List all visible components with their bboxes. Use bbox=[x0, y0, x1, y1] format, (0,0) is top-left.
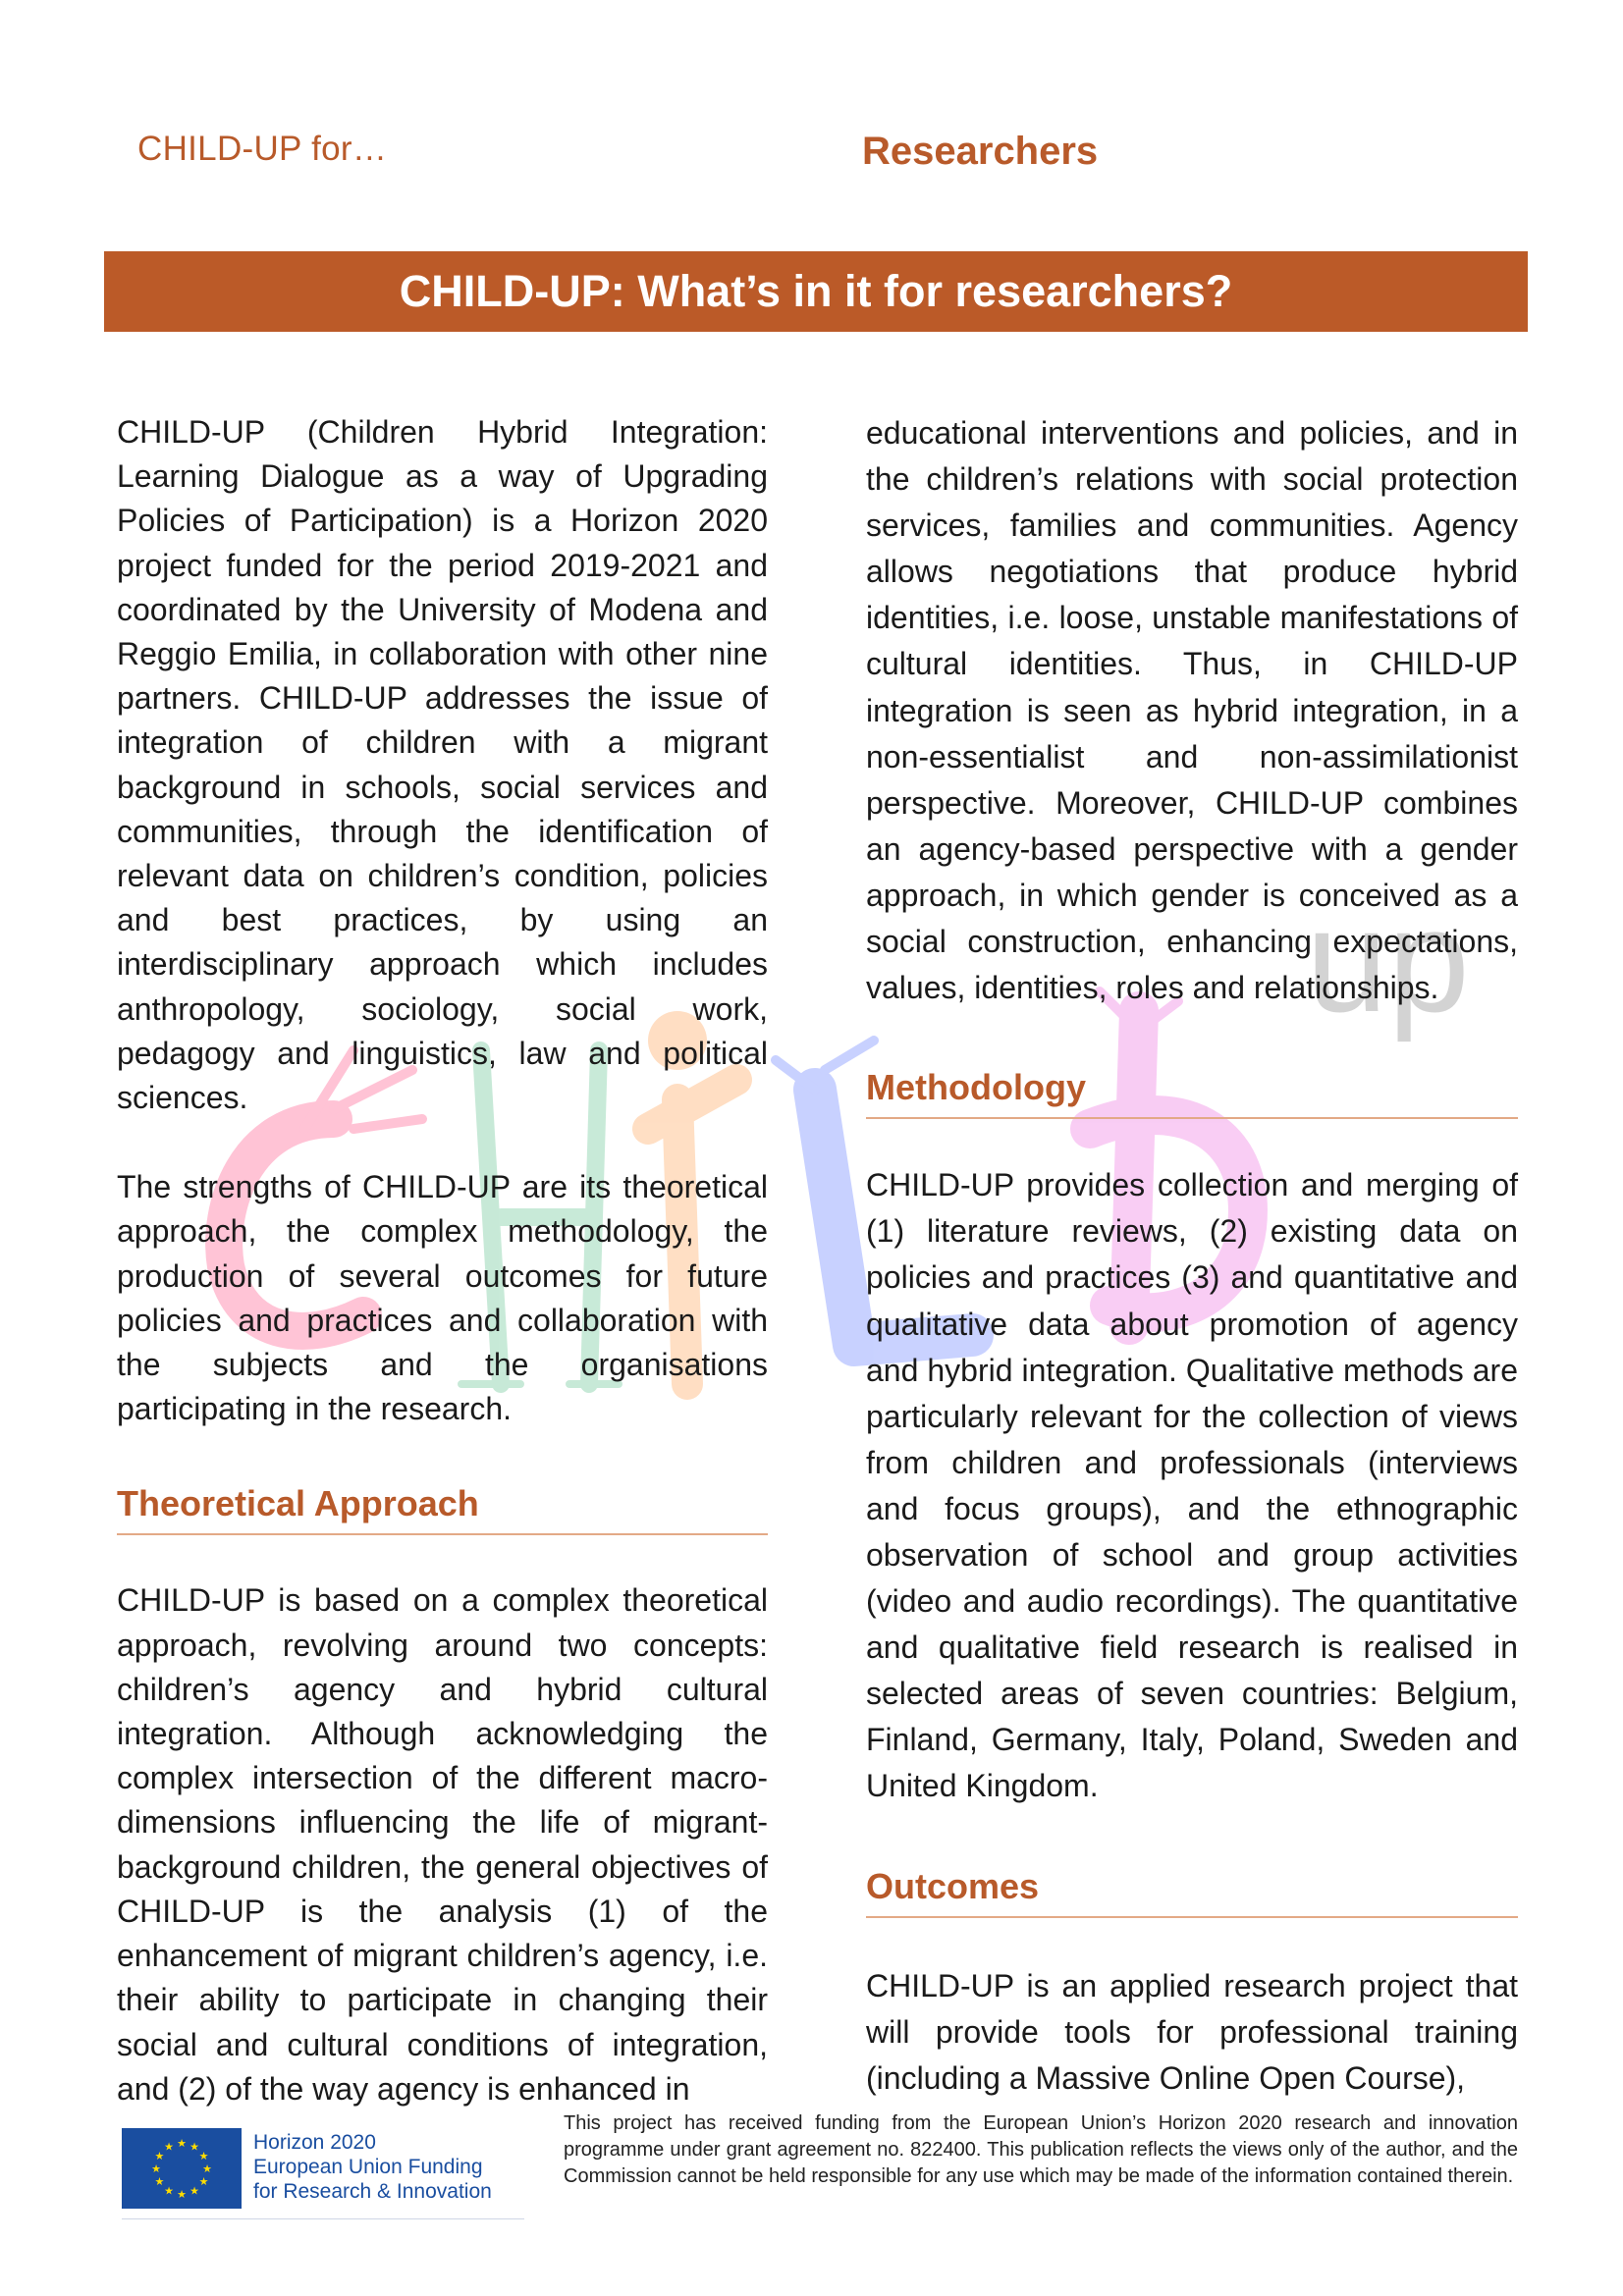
intro-paragraph: CHILD-UP (Children Hybrid Integration: Learning Dialogue as a way of Upgrading Policies of Participation) is a Horizon 2020 project funded for the period 2019-2021 and coordinated by the University of Modena and Reggio Emilia, in collaboration with other nine partners. CHILD-UP addresses the issue of integration of children with a migrant background in schools, social services and communities, through the identification of relevant data on children’s condition, policies and best practices, by using an interdisciplinary approach which includes anthropology, sociology, social work, pedagogy and linguistics, law and political sciences. bbox=[117, 414, 768, 1116]
outcomes-paragraph: CHILD-UP is an applied research project that will provide tools for professional training (including a Massive Online Open Course), bbox=[866, 1967, 1518, 2096]
eu-star-icon: ★ bbox=[154, 2175, 165, 2188]
right-column bbox=[866, 410, 1518, 2102]
eu-star-icon: ★ bbox=[202, 2163, 212, 2175]
eu-funding-logo bbox=[122, 2128, 524, 2219]
eu-funding-text bbox=[253, 2130, 492, 2204]
banner-title: CHILD-UP: What’s in it for researchers? bbox=[399, 266, 1233, 316]
eu-star-icon: ★ bbox=[198, 2175, 209, 2188]
strengths-paragraph: The strengths of CHILD-UP are its theoretical approach, the complex methodology, the production of several outcomes for future policies and practices and collaboration with the subjects and the organisations participating in the research. bbox=[117, 1169, 768, 1427]
eu-star-icon: ★ bbox=[198, 2150, 209, 2163]
eu-line-3: for Research & Innovation bbox=[253, 2180, 492, 2203]
funding-disclaimer: This project has received funding from the European Union’s Horizon 2020 research and innovation programme under grant agreement no. 822400. This publication reflects the views only of the author, and the Commission cannot be held responsible for any use which may be made of the information contained therein. bbox=[564, 2112, 1518, 2187]
watermark-letter-up: up bbox=[1306, 878, 1470, 1042]
eu-star-icon: ★ bbox=[154, 2150, 165, 2163]
eu-star-icon: ★ bbox=[189, 2184, 199, 2198]
eu-star-icon: ★ bbox=[189, 2140, 199, 2154]
page-banner bbox=[104, 251, 1528, 332]
section-heading-theoretical: Theoretical Approach bbox=[117, 1482, 768, 1535]
eu-line-1: Horizon 2020 bbox=[253, 2131, 376, 2154]
eu-flag-icon bbox=[122, 2128, 242, 2209]
header-subtitle: CHILD-UP for… bbox=[137, 130, 388, 168]
eu-star-icon: ★ bbox=[164, 2184, 174, 2198]
eu-star-icon: ★ bbox=[177, 2137, 187, 2150]
eu-star-icon: ★ bbox=[164, 2140, 174, 2154]
eu-star-icon: ★ bbox=[151, 2163, 161, 2175]
section-heading-outcomes: Outcomes bbox=[866, 1865, 1518, 1918]
watermark-letter-l-branch bbox=[776, 1041, 874, 1090]
section-heading-methodology: Methodology bbox=[866, 1066, 1518, 1119]
continued-paragraph: educational interventions and policies, and in the children’s relations with social protection services, families and communities. Agency allows negotiations that produce hybrid identities, i.e. loose, unstable manifestations of cultural identities. Thus, in CHILD-UP integration is seen as hybrid integration, in a non-essentialist and non-assimilationist perspective. Moreover, CHILD-UP combines an agency-based perspective with a gender approach, in which gender is conceived as a social construction, enhancing expectations, values, identities, roles and relationships. bbox=[866, 415, 1518, 1006]
methodology-paragraph: CHILD-UP provides collection and merging of (1) literature reviews, (2) existing data on policies and practices (3) and quantitative and qualitative data about promotion of agency and hybrid integration. Qualitative methods are particularly relevant for the collection of views from children and professionals (interviews and focus groups), and the ethnographic observation of school and group activities (video and audio recordings). The quantitative and qualitative field research is realised in selected areas of seven countries: Belgium, Finland, Germany, Italy, Poland, Sweden and United Kingdom. bbox=[866, 1167, 1518, 1804]
left-column bbox=[117, 410, 768, 2111]
audience-title: Researchers bbox=[862, 130, 1099, 173]
eu-line-2: European Union Funding bbox=[253, 2156, 483, 2178]
eu-star-icon: ★ bbox=[177, 2188, 187, 2201]
theoretical-paragraph: CHILD-UP is based on a complex theoretical approach, revolving around two concepts: children’s agency and hybrid cultural integration. Although acknowledging the complex intersection of the different macro-dimensions influencing the life of migrant-background children, the general objectives of CHILD-UP is the analysis (1) of the enhancement of migrant children’s agency, i.e. their ability to participate in changing their social and cultural conditions of integration, and (2) of the way agency is enhanced in bbox=[117, 1582, 768, 2107]
